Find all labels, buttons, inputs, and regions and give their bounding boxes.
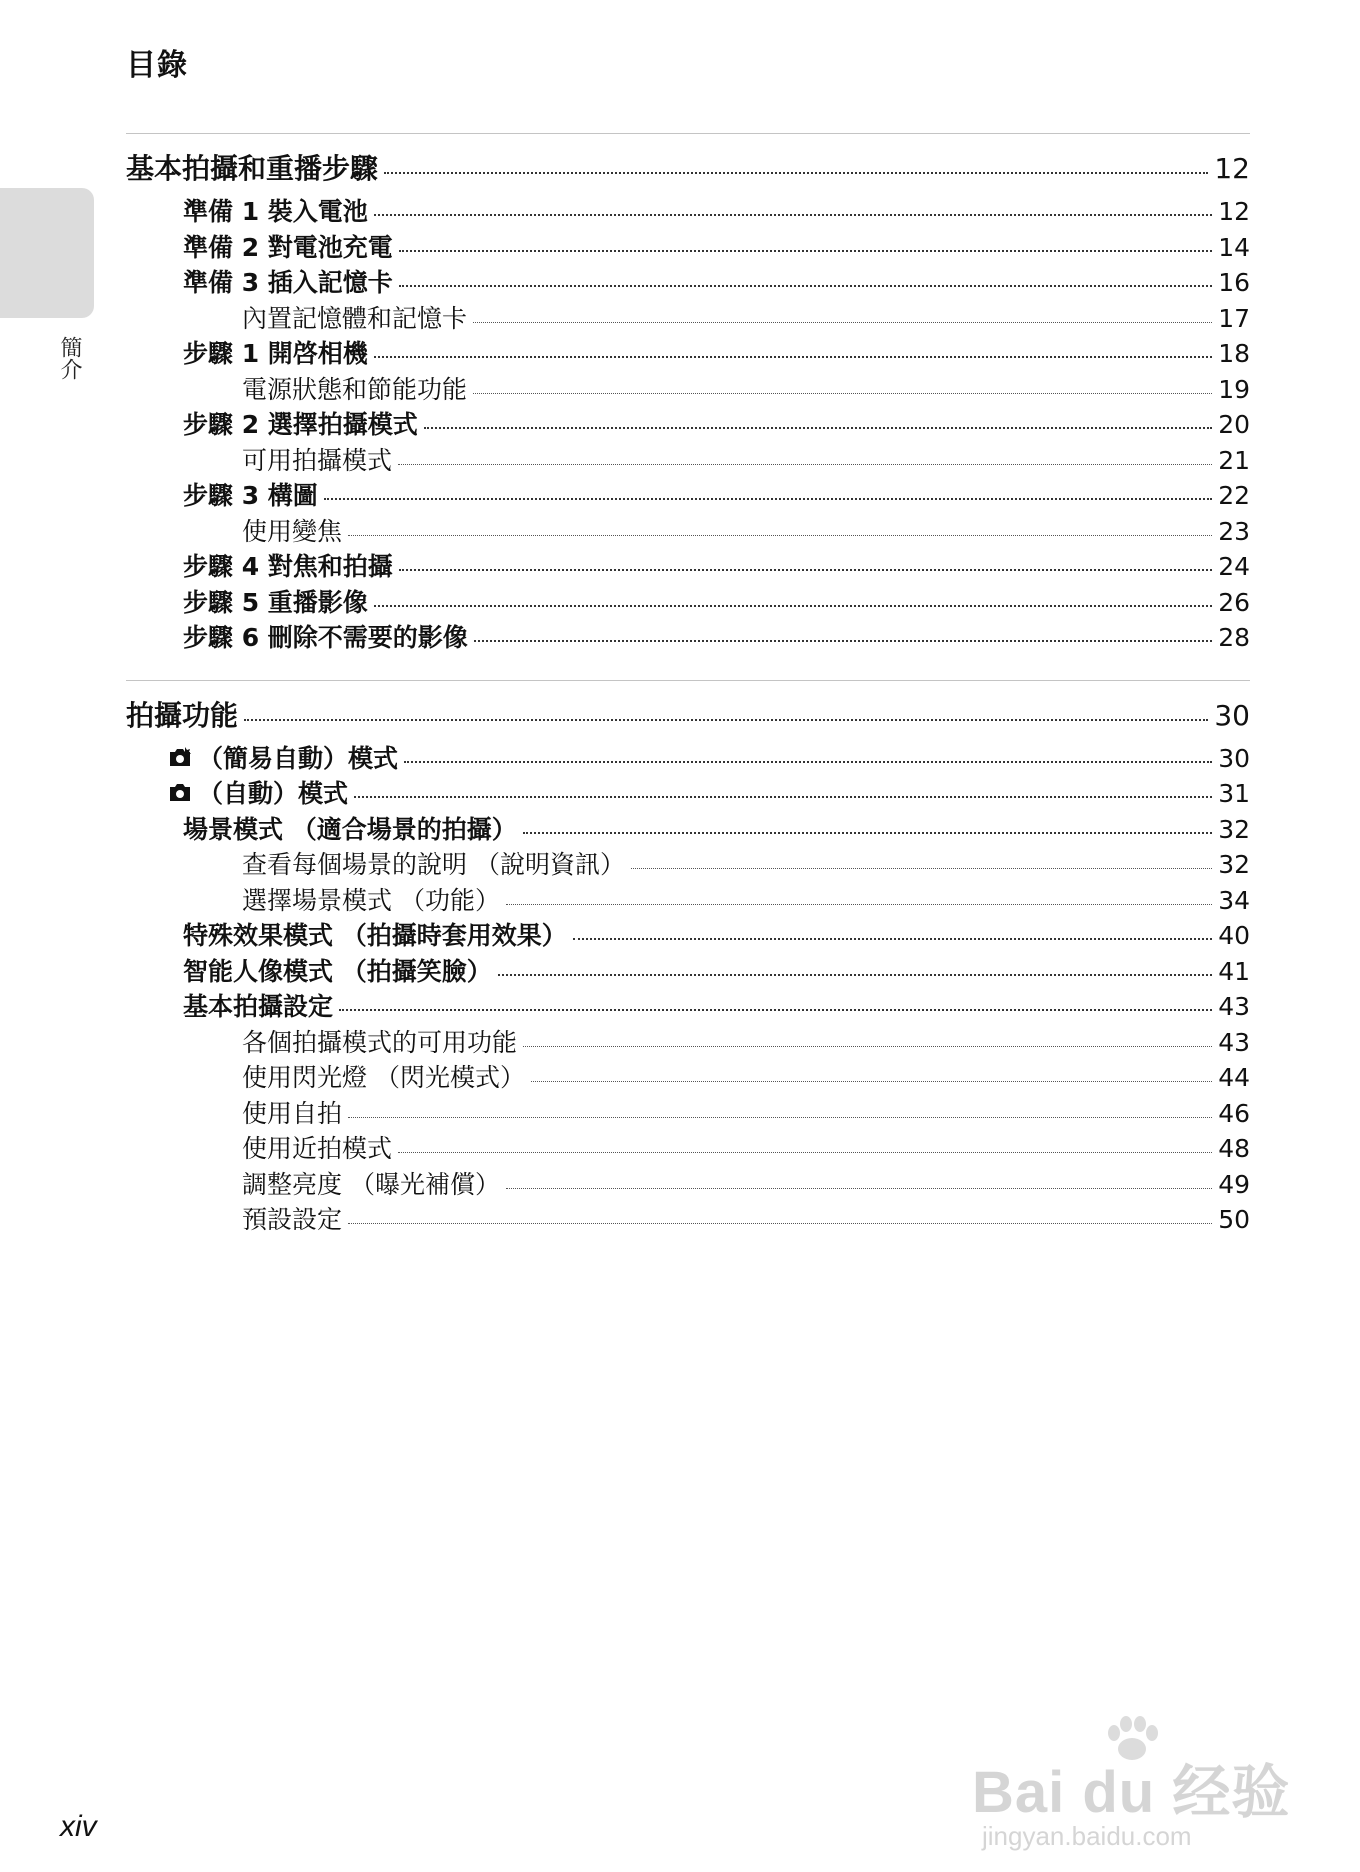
dot-leader [404,761,1212,763]
toc-entry-label: 特殊效果模式 （拍攝時套用效果） [183,921,567,950]
dot-leader [631,868,1212,869]
toc-entry[interactable] [126,230,1250,266]
toc-entry-page: 12 [1218,197,1250,226]
toc-entry-label: 場景模式 （適合場景的拍攝） [183,814,517,844]
toc-entry-label: 內置記憶體和記憶卡 [242,303,468,333]
toc-entry[interactable] [126,741,1250,777]
toc-entry[interactable] [126,549,1250,585]
toc-entry[interactable] [126,776,1250,812]
toc-entry-page: 50 [1218,1205,1250,1234]
toc-entry[interactable] [126,514,1250,550]
dot-leader [398,464,1212,465]
toc-entry-label: 電源狀態和節能功能 [242,374,468,404]
toc-entry-label: 可用拍攝模式 [242,445,393,475]
dot-leader [473,322,1212,323]
easy-auto-camera-icon [168,743,192,767]
watermark [972,1745,1302,1855]
toc-entry[interactable] [126,691,1250,741]
toc-entry-label: 預設設定 [242,1205,343,1234]
toc-entry[interactable] [126,989,1250,1025]
toc-entry-label: 步驟 3 構圖 [183,481,318,510]
dot-leader [399,250,1212,252]
toc-entry-page: 14 [1218,232,1250,262]
dot-leader [374,356,1212,358]
toc-entry[interactable] [126,301,1250,337]
toc-entry[interactable] [126,407,1250,443]
dot-leader [374,214,1212,216]
toc-entry-page: 16 [1218,268,1250,297]
page-title: 目錄 [126,48,188,83]
toc-entry-page: 26 [1218,587,1250,617]
toc-entry-page: 40 [1218,921,1250,950]
toc-entry[interactable] [126,336,1250,372]
side-tab[interactable] [0,188,94,318]
toc-entry-page: 19 [1218,374,1250,404]
toc-entry-page: 43 [1218,992,1250,1021]
toc-section [126,680,1250,1238]
toc-entry[interactable] [126,585,1250,621]
toc-entry-label [183,776,348,812]
toc-entry[interactable] [126,1202,1250,1238]
toc-entry[interactable] [126,443,1250,479]
toc-entry-page: 12 [1214,152,1250,185]
toc-entry-label: 步驟 5 重播影像 [183,587,368,617]
dot-leader [348,1223,1212,1224]
toc-entry-page: 18 [1218,339,1250,368]
toc-entry-label: 選擇場景模式 （功能） [242,885,500,915]
table-of-contents [126,133,1250,1238]
toc-entry-page: 44 [1218,1063,1250,1092]
dot-leader [473,393,1212,394]
dot-leader [348,1117,1212,1118]
toc-entry-page: 32 [1218,814,1250,844]
dot-leader [384,172,1208,174]
toc-entry-page: 46 [1218,1098,1250,1128]
toc-entry[interactable] [126,847,1250,883]
toc-entry-label: 使用變焦 [242,516,343,546]
toc-entry-page: 30 [1218,743,1250,773]
watermark-logo: Bai du 经验 [972,1760,1291,1825]
dot-leader [348,535,1212,536]
toc-entry[interactable] [126,194,1250,230]
toc-section [126,133,1250,656]
toc-entry-label: 使用近拍模式 [242,1134,393,1163]
toc-entry-page: 49 [1218,1169,1250,1199]
dot-leader [398,1152,1212,1153]
toc-entry-page: 22 [1218,481,1250,510]
toc-entry-page: 28 [1218,623,1250,652]
toc-entry-page: 17 [1218,303,1250,333]
toc-entry-label: 基本拍攝和重播步驟 [126,152,379,185]
toc-entry[interactable] [126,1096,1250,1132]
toc-entry-label: 準備 2 對電池充電 [183,232,393,262]
toc-entry-page: 41 [1218,956,1250,986]
dot-leader [399,569,1212,571]
toc-entry-page: 31 [1218,779,1250,808]
dot-leader [498,974,1212,976]
footer-page-number: xiv [60,1810,97,1843]
dot-leader [573,938,1212,940]
toc-entry-page: 32 [1218,850,1250,879]
toc-entry-page: 23 [1218,516,1250,546]
toc-entry-label: 拍攝功能 [126,698,239,732]
toc-entry-page: 34 [1218,885,1250,915]
toc-entry-label: 步驟 2 選擇拍攝模式 [183,410,418,439]
toc-entry-label: 調整亮度 （曝光補償） [242,1169,500,1199]
dot-leader [324,498,1212,500]
dot-leader [523,832,1212,834]
toc-entry-label: 查看每個場景的說明 （說明資訊） [242,850,625,879]
side-tab-label: 簡介 [57,336,82,380]
toc-entry-label: 使用自拍 [242,1098,343,1128]
dot-leader [354,796,1212,798]
toc-entry-page: 20 [1218,410,1250,439]
toc-entry-text: （簡易自動）模式 [198,743,399,773]
toc-entry[interactable] [126,1131,1250,1167]
toc-entry[interactable] [126,954,1250,990]
toc-entry[interactable] [126,265,1250,301]
toc-entry[interactable] [126,1025,1250,1061]
toc-entry[interactable] [126,144,1250,194]
dot-leader [244,719,1208,721]
toc-entry[interactable] [126,1167,1250,1203]
toc-entry[interactable] [126,1060,1250,1096]
dot-leader [506,1188,1212,1189]
toc-entry-label: 步驟 4 對焦和拍攝 [183,552,393,581]
toc-entry[interactable] [126,918,1250,954]
toc-entry[interactable] [126,620,1250,656]
toc-entry-text: （自動）模式 [198,779,349,808]
toc-entry-page: 24 [1218,552,1250,581]
toc-entry-page: 30 [1214,698,1250,732]
auto-camera-icon [168,778,192,802]
toc-entry[interactable] [126,883,1250,919]
dot-leader [339,1009,1212,1011]
dot-leader [523,1046,1212,1047]
toc-entry-label: 步驟 6 刪除不需要的影像 [183,623,468,652]
toc-entry-label: 各個拍攝模式的可用功能 [242,1027,518,1057]
toc-entry-label: 使用閃光燈 （閃光模式） [242,1063,525,1092]
watermark-url: jingyan.baidu.com [982,1821,1192,1851]
dot-leader [374,605,1212,607]
toc-entry-label: 智能人像模式 （拍攝笑臉） [183,956,492,986]
toc-entry-label: 準備 3 插入記憶卡 [183,268,393,297]
dot-leader [399,285,1212,287]
dot-leader [474,640,1212,642]
toc-entry-page: 21 [1218,445,1250,475]
dot-leader [424,427,1212,429]
toc-entry[interactable] [126,812,1250,848]
toc-entry-label [183,741,398,777]
toc-entry-label: 步驟 1 開啓相機 [183,339,368,368]
dot-leader [506,904,1212,905]
toc-entry-label: 準備 1 裝入電池 [183,197,368,226]
dot-leader [531,1081,1212,1082]
toc-entry-page: 48 [1218,1134,1250,1163]
toc-entry[interactable] [126,478,1250,514]
toc-entry[interactable] [126,372,1250,408]
toc-entry-page: 43 [1218,1027,1250,1057]
toc-entry-label: 基本拍攝設定 [183,992,334,1021]
